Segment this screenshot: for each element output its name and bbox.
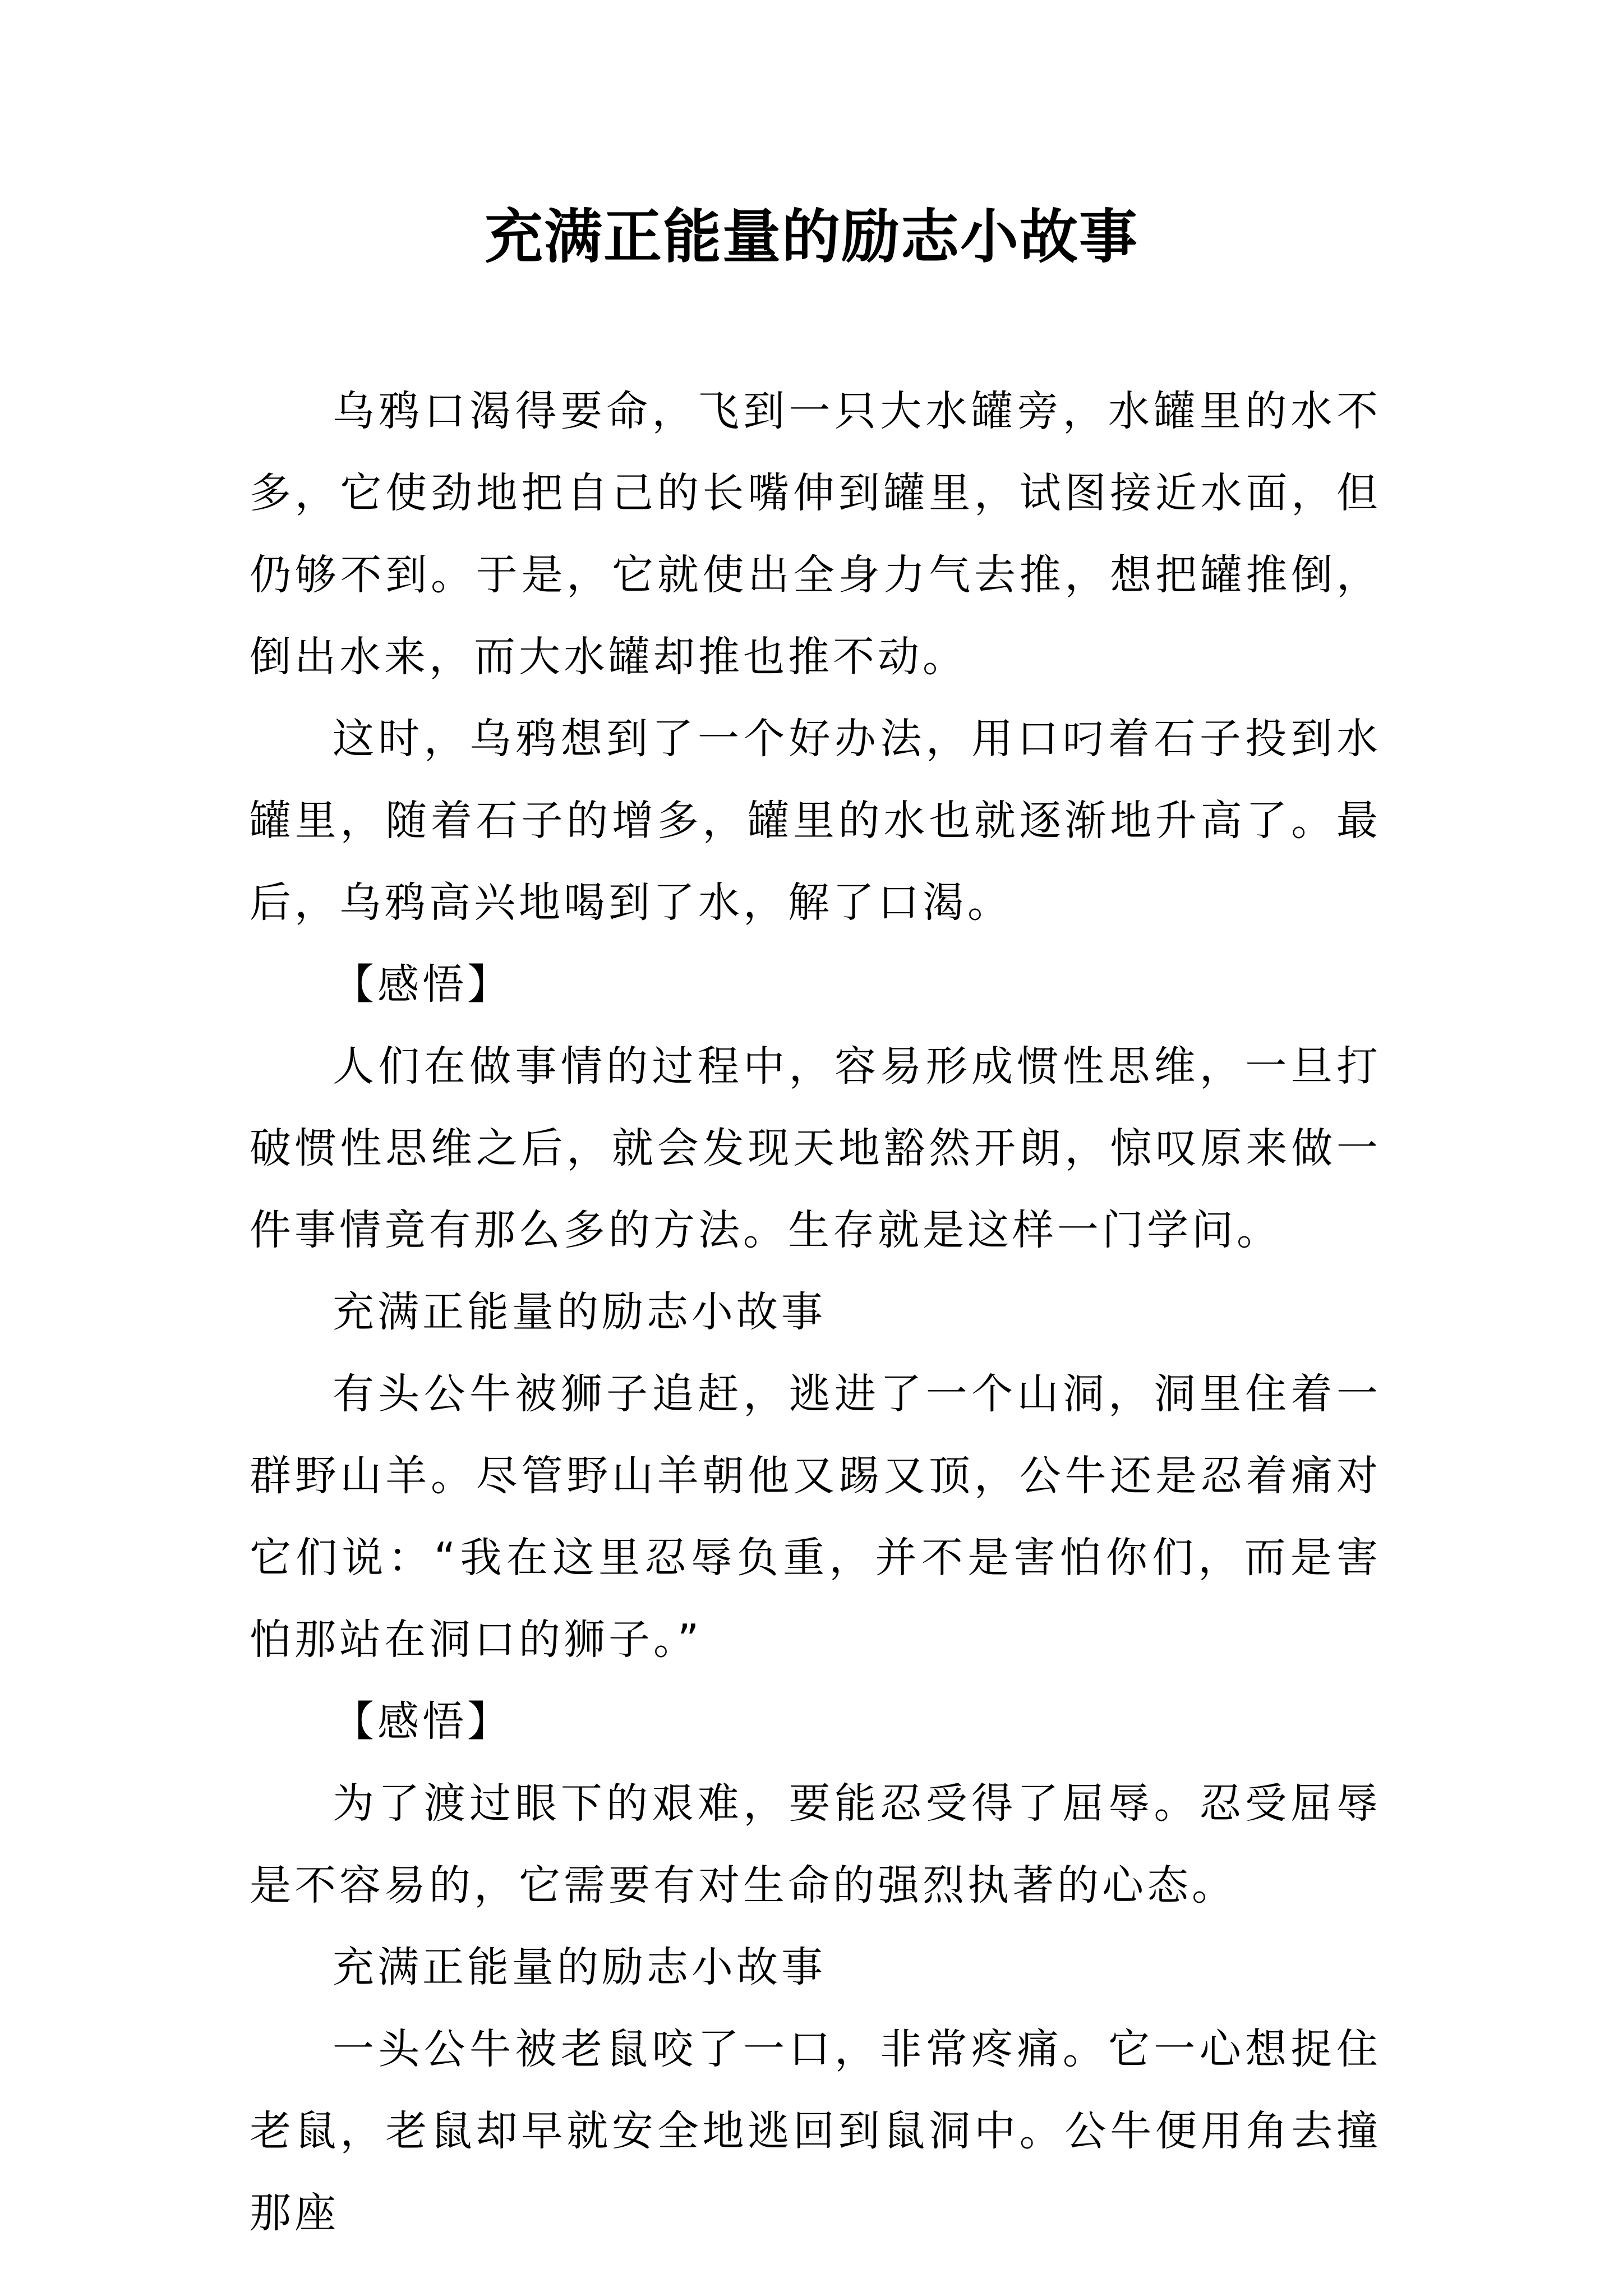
section-subtitle: 充满正能量的励志小故事	[333, 1943, 826, 1991]
document-body	[250, 370, 1381, 2254]
section-subtitle: 充满正能量的励志小故事	[333, 1288, 826, 1336]
paragraph-bull-lion-story: 有头公牛被狮子追赶，逃进了一个山洞，洞里住着一群野山羊。尽管野山羊朝他又踢又顶，公牛还是忍着痛对它们说：“我在这里忍辱负重，并不是害怕你们，而是害怕那站在洞口的狮子。”	[250, 1370, 1381, 1664]
paragraph-bull-mouse-story: 一头公牛被老鼠咬了一口，非常疼痛。它一心想捉住老鼠，老鼠却早就安全地逃回到鼠洞中。公牛便用角去撞那座	[250, 2025, 1381, 2237]
insight-heading: 【感悟】	[333, 960, 512, 1009]
document-title: 充满正能量的励志小故事	[484, 202, 1138, 271]
paragraph-crow-story-1: 乌鸦口渴得要命，飞到一只大水罐旁，水罐里的水不多，它使劲地把自己的长嘴伸到罐里，试图接近水面，但仍够不到。于是，它就使出全身力气去推，想把罐推倒，倒出水来，而大水罐却推也推不动。	[250, 387, 1381, 681]
paragraph-crow-story-2: 这时，乌鸦想到了一个好办法，用口叼着石子投到水罐里，随着石子的增多，罐里的水也就逐渐地升高了。最后，乌鸦高兴地喝到了水，解了口渴。	[250, 715, 1381, 927]
paragraph-insight-1: 人们在做事情的过程中，容易形成惯性思维，一旦打破惯性思维之后，就会发现天地豁然开朗，惊叹原来做一件事情竟有那么多的方法。生存就是这样一门学问。	[250, 1042, 1381, 1254]
paragraph-insight-2: 为了渡过眼下的艰难，要能忍受得了屈辱。忍受屈辱是不容易的，它需要有对生命的强烈执著的心态。	[250, 1779, 1381, 1910]
insight-heading: 【感悟】	[333, 1697, 512, 1746]
